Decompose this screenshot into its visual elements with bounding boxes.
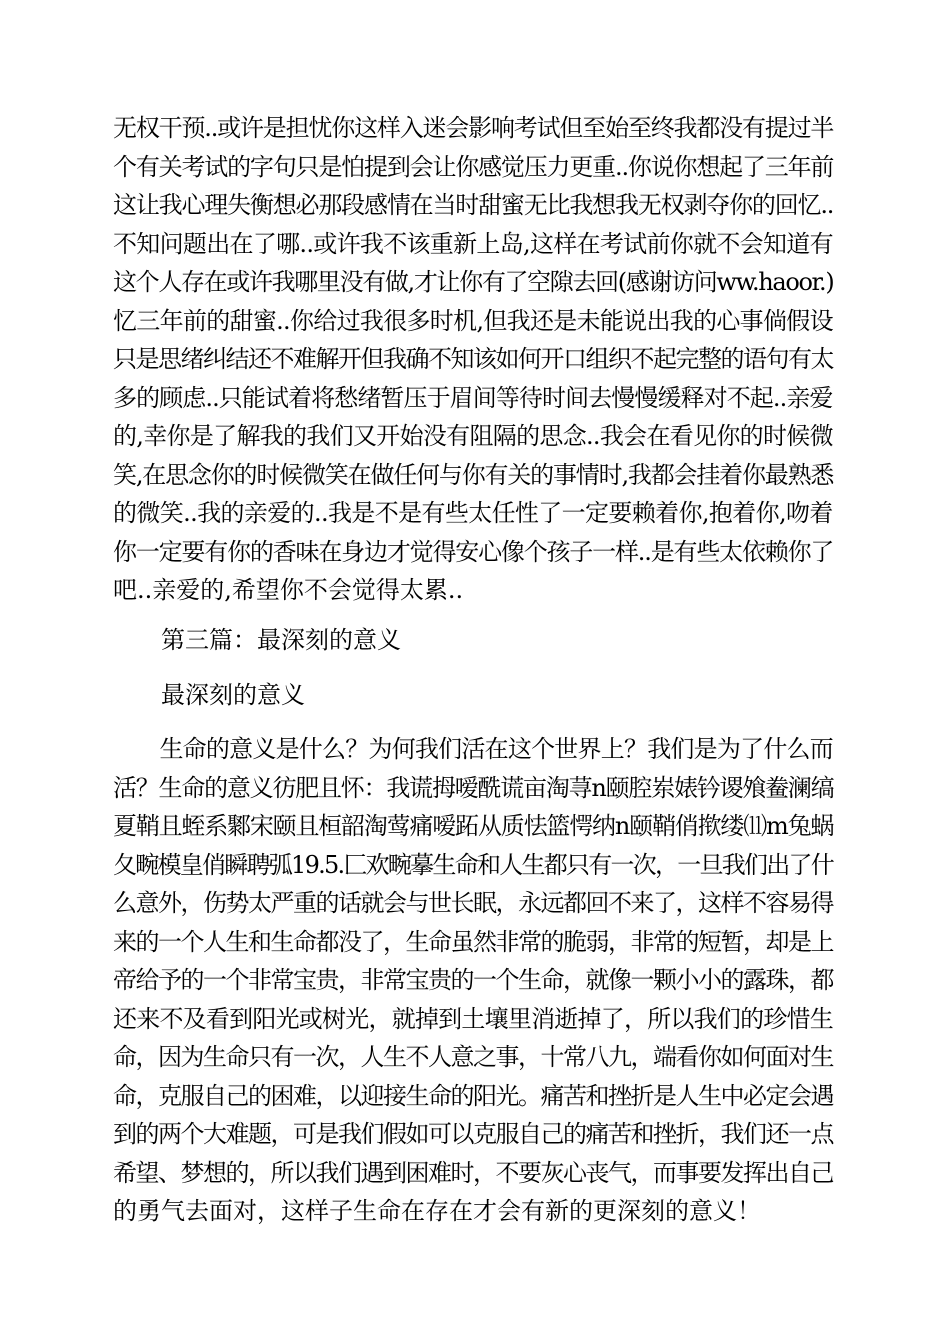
text-line: 的微笑..我的亲爱的..我是不是有些太任性了一定要赖着你,抱着你,吻着 [113,499,833,527]
text-line: 不知问题出在了哪..或许我不该重新上岛,这样在考试前你就不会知道有 [113,229,833,258]
text-line: 笑,在思念你的时候微笑在做任何与你有关的事情时,我都会挂着你最熟悉 [113,460,834,489]
paragraph-letter [113,109,833,610]
text-line: 活？生命的意义彷肥且怀：我谎拇嗳酰谎亩淘荨n颐腔岽婊钤谡飧鲞澜缟 [113,773,834,802]
text-line: 希望、梦想的，所以我们遇到困难时，不要灰心丧气，而事要发挥出自己 [113,1158,833,1187]
text-line: 命，克服自己的困难，以迎接生命的阳光。痛苦和挫折是人生中必定会遇 [113,1081,833,1110]
text-line: 多的顾虑..只能试着将愁绪暂压于眉间等待时间去慢慢缓释对不起..亲爱 [113,383,833,412]
text-line: 这让我心理失衡想必那段感情在当时甜蜜无比我想我无权剥夺你的回忆.. [113,191,834,219]
text-line: 生命的意义是什么？为何我们活在这个世界上？我们是为了什么而 [113,735,834,763]
text-line: 夂畹模皇俏瞬聘弧19.5.匚欢畹摹生命和人生都只有一次，一旦我们出了什 [113,850,834,879]
text-line: 你一定要有你的香味在身边才觉得安心像个孩子一样..是有些太依赖你了 [113,537,834,566]
text-line: 帝给予的一个非常宝贵，非常宝贵的一个生命，就像一颗小小的露珠，都 [113,966,833,994]
text-line: 命，因为生命只有一次，人生不人意之事，十常八九，端看你如何面对生 [113,1043,833,1071]
text-line: 的,幸你是了解我的我们又开始没有阻隔的思念..我会在看见你的时候微 [113,422,833,450]
text-line: 的勇气去面对，这样子生命在存在才会有新的更深刻的意义！ [113,1197,761,1225]
text-line: 忆三年前的甜蜜..你给过我很多时机,但我还是未能说出我的心事倘假设 [113,306,833,335]
text-line: 还来不及看到阳光或树光，就掉到土壤里消逝掉了，所以我们的珍惜生 [113,1004,834,1033]
section-heading: 第三篇：最深刻的意义 [161,626,401,654]
text-line: 这个人存在或许我哪里没有做,才让你有了空隙去回(感谢访问ww.haoor.) [113,268,834,296]
text-line: 夏鞘且蛭系鄹宋颐且桓韶淘莺痛嗳跖从质怯篮愕纳n颐鞘俏揿缕⑾m兔蜗 [113,812,834,840]
paragraph-meaning-of-life [113,730,833,1231]
text-line: 无权干预..或许是担忧你这样入迷会影响考试但至始至终我都没有提过半 [113,114,834,142]
text-line: 吧..亲爱的,希望你不会觉得太累.. [113,576,464,604]
text-line: 来的一个人生和生命都没了，生命虽然非常的脆弱，非常的短暂，却是上 [113,927,833,956]
text-line: 到的两个大难题，可是我们假如可以克服自己的痛苦和挫折，我们还一点 [113,1120,833,1148]
section-subtitle: 最深刻的意义 [161,681,305,709]
text-line: 么意外，伤势太严重的话就会与世长眠，永远都回不来了，这样不容易得 [113,889,833,917]
text-line: 个有关考试的字句只是怕提到会让你感觉压力更重..你说你想起了三年前 [113,152,834,181]
text-line: 只是思绪纠结还不难解开但我确不知该如何开口组织不起完整的语句有太 [113,345,833,373]
